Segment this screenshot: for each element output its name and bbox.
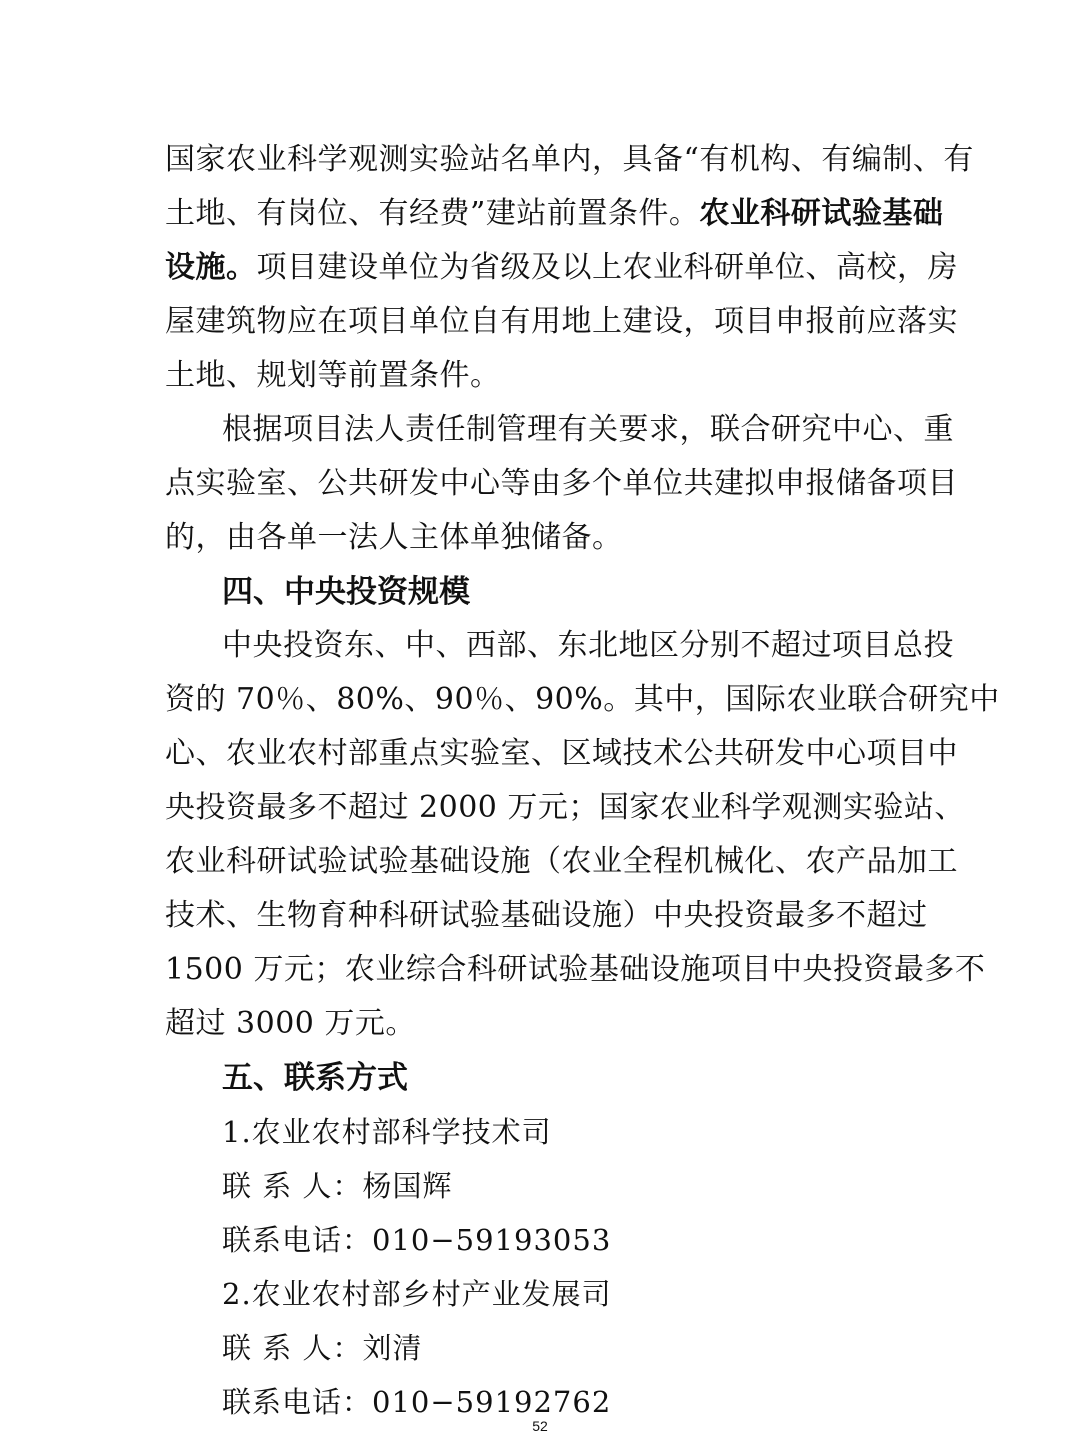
section4-line-7: 1500 万元；农业综合科研试验基础设施项目中央投资最多不 [165,952,986,987]
contact-1-org: 1.农业农村部科学技术司 [222,1115,552,1149]
contact-2-person: 刘清 [362,1331,423,1365]
section4-line-1: 中央投资东、中、西部、东北地区分别不超过项目总投 [222,628,954,663]
contact-2-person-label: 联 系 人： [222,1331,363,1365]
section4-line-4: 央投资最多不超过 2000 万元；国家农业科学观测实验站、 [165,790,965,825]
section5-heading: 五、联系方式 [222,1060,408,1096]
paragraph1-line-4: 屋建筑物应在项目单位自有用地上建设，项目申报前应落实 [165,304,958,339]
contact-1-person: 杨国辉 [362,1169,453,1203]
contact-1-phone-label: 联系电话： [222,1223,373,1257]
section4-line-2: 资的 70％、80%、90％、90%。其中，国际农业联合研究中 [165,682,1000,717]
paragraph1-line-2 [165,187,944,241]
paragraph1-line-3-text: 项目建设单位为省级及以上农业科研单位、高校，房 [256,250,958,285]
paragraph1-line-1: 国家农业科学观测实验站名单内，具备“有机构、有编制、有 [165,142,974,177]
paragraph1-line-3 [165,241,958,295]
contact-1-person-row [222,1159,452,1213]
contact-2-person-row [222,1321,422,1375]
contact-1-phone: 010−59193053 [372,1223,612,1257]
contact-2-org: 2.农业农村部乡村产业发展司 [222,1277,612,1311]
contact-1-phone-row [222,1213,611,1267]
section4-line-3: 心、农业农村部重点实验室、区域技术公共研发中心项目中 [165,736,958,771]
bold-run-a: 农业科研试验基础 [699,196,944,231]
paragraph2-line-1: 根据项目法人责任制管理有关要求，联合研究中心、重 [222,412,954,447]
section4-line-6: 技术、生物育种科研试验基础设施）中央投资最多不超过 [165,898,928,933]
paragraph1-line-2-text: 土地、有岗位、有经费”建站前置条件。 [165,196,700,231]
paragraph2-line-3: 的，由各单一法人主体单独储备。 [165,520,623,555]
section4-line-5: 农业科研试验试验基础设施（农业全程机械化、农产品加工 [165,844,958,879]
bold-run-b: 设施。 [165,250,257,285]
contact-2-phone: 010−59192762 [372,1385,612,1419]
section4-line-8: 超过 3000 万元。 [165,1006,416,1041]
paragraph2-line-2: 点实验室、公共研发中心等由多个单位共建拟申报储备项目 [165,466,958,501]
section4-heading: 四、中央投资规模 [222,574,470,610]
paragraph1-line-5: 土地、规划等前置条件。 [165,358,501,393]
page-number: 52 [532,1418,548,1434]
contact-1-person-label: 联 系 人： [222,1169,363,1203]
contact-2-phone-label: 联系电话： [222,1385,373,1419]
